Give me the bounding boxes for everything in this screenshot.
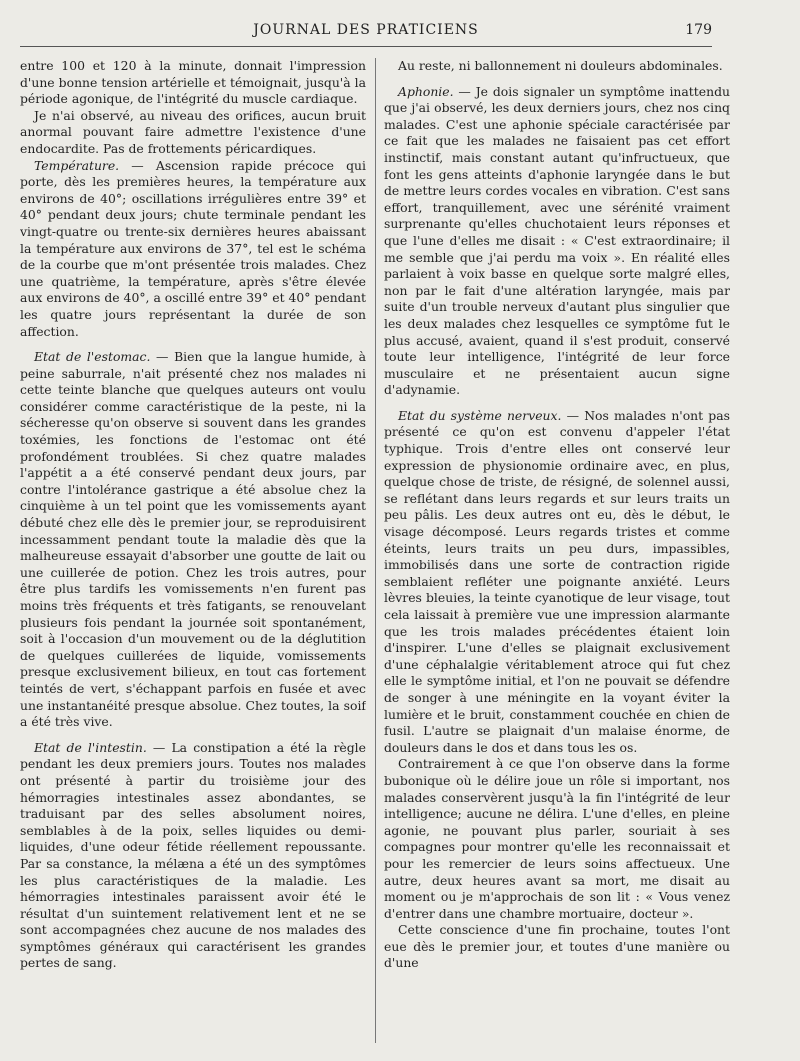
paragraph-text: Au reste, ni ballonnement ni douleurs abdominales. [398, 58, 723, 73]
paragraph [20, 740, 366, 972]
paragraph [20, 158, 366, 341]
paragraph-text: Ascension rapide précoce qui porte, dès les premières heures, la température aux environs de 40°; oscillations irrégulières entre 39° et 40° pendant deux jours; chute terminale pendant les vingt-quatre ou trente-six dernières heures abaissant la température aux environs de 37°, tel est le schéma de la courbe que m'ont présentée trois malades. Chez une quatrième, la température, après s'être élevée aux environs de 40°, a oscillé entre 39° et 40° pendant les quatre jours représentant la durée de son affection. [20, 157, 366, 339]
section-heading-stomach: Etat de l'estomac. — [34, 349, 175, 365]
journal-title: JOURNAL DES PRATICIENS [253, 22, 479, 38]
paragraph [20, 349, 366, 731]
paragraph-text: Contrairement à ce que l'on observe dans la forme bubonique où le délire joue un rôle si important, nos malades conservèrent jusqu'à la fin l'intégrité de leur intelligence; aucune ne délira. L'une d'elles, en pleine agonie, ne pouvant plus parler, souriait à ses compagnes pour montrer qu'elle les reconnaissait et pour les remercier de leurs soins affectueux. Une autre, deux heures avant sa mort, me disait au moment ou je m'approchais de son lit : « Vous venez d'entrer dans une chambre mortuaire, docteur ». [384, 756, 730, 921]
paragraph [20, 58, 366, 108]
left-column [20, 58, 366, 1048]
paragraph-text: Je dois signaler un symptôme inattendu que j'ai observé, les deux derniers jours, chez nos cinq malades. C'est une aphonie spéciale caractérisée par ce fait que les malades ne faisaient pas cet effort instinctif, mais constant autant qu'infructueux, que font les gens atteints d'aphonie laryngée dans le but de mettre leurs cordes vocales en vibration. C'est sans effort, tranquillement, avec une sérénité vraiment surprenante qu'elles chuchotaient leurs réponses et que l'une d'elles me disait : « C'est extraordinaire; il me semble que j'ai perdu ma voix ». En réalité elles parlaient à voix basse en quelque sorte malgré elles, non par le fait d'une altération laryngée, mais par suite d'un trouble nerveux d'autant plus singulier que les deux malades chez lesquelles ce symptôme fut le plus accusé, avaient, quand il s'est produit, conservé toute leur intelligence, l'intégrité de leur force musculaire et ne présentaient aucun signe d'adynamie. [384, 83, 730, 398]
paragraph [384, 84, 730, 399]
section-heading-temperature: Température. — [34, 157, 156, 173]
paragraph [384, 922, 730, 972]
section-heading-aphonia: Aphonie. — [398, 83, 476, 99]
column-divider [375, 58, 376, 1043]
right-column [384, 58, 730, 1048]
paragraph [20, 108, 366, 158]
header-rule [20, 46, 712, 47]
paragraph-text: Je n'ai observé, au niveau des orifices, aucun bruit anormal pouvant faire admettre l'existence d'une endocardite. Pas de frottements péricardiques. [20, 107, 366, 156]
running-header [20, 20, 712, 44]
page-number: 179 [685, 22, 712, 38]
paragraph-text: Cette conscience d'une fin prochaine, toutes l'ont eue dès le premier jour, et toutes d'une manière ou d'une [384, 922, 730, 971]
section-heading-intestine: Etat de l'intestin. — [34, 739, 172, 755]
paragraph-text: entre 100 et 120 à la minute, donnait l'impression d'une bonne tension artérielle et témoignait, jusqu'à la période agonique, de l'intégrité du muscle cardiaque. [20, 58, 366, 107]
paragraph [384, 408, 730, 756]
paragraph [384, 58, 730, 75]
paragraph-text: Bien que la langue humide, à peine saburrale, n'ait présenté chez nos malades ni cette teinte blanche que quelques auteurs ont voulu considérer comme caractéristique de la peste, ni la sécheresse qu'on observe si souvent dans les grandes toxémies, les fonctions de l'estomac ont été profondément troublées. Si chez quatre malades l'appétit a a été conservé pendant deux jours, par contre l'intolérance gastrique a été absolue chez la cinquième à un tel point que les vomissements ayant débuté chez elle dès le premier jour, se reproduisirent incessamment pendant toute la maladie dès que la malheureuse essayait d'absorber une goutte de lait ou une cuillerée de potion. Chez les trois autres, pour être plus tardifs les vomissements n'en furent pas moins très fréquents et très fatigants, se renouvelant plusieurs fois pendant la journée soit spontanément, soit à l'occasion d'un mouvement ou de la déglutition de quelques cuillerées de liquide, vomissements presque exclusivement bilieux, en tout cas fortement teintés de vert, s'échappant parfois en fusée et avec une instantanéité presque absolue. Chez toutes, la soif a été très vive. [20, 349, 366, 730]
paragraph-text: Nos malades n'ont pas présenté ce qu'on est convenu d'appeler l'état typhique. Trois d'entre elles ont conservé leur expression de physionomie ordinaire avec, en plus, quelque chose de triste, de résigné, de solennel aussi, se reflétant dans leurs regards et sur leurs traits un peu pâlis. Les deux autres ont eu, dès le début, le visage décomposé. Leurs regards tristes et comme éteints, leurs traits un peu durs, impassibles, immobilisés dans une sorte de contraction rigide semblaient refléter une poignante anxiété. Leurs lèvres bleuies, la teinte cyanotique de leur visage, tout cela laissait à première vue une impression alarmante que les trois malades précédentes étaient loin d'inspirer. L'une d'elles se plaignait exclusivement d'une céphalalgie véritablement atroce qui fut chez elle le symptôme initial, et l'on ne pouvait se défendre de songer à une méningite en la voyant éviter la lumière et le bruit, constamment couchée en chien de fusil. L'autre se plaignait d'un malaise énorme, de douleurs dans le dos et dans tous les os. [384, 407, 730, 755]
section-heading-nervous-system: Etat du système nerveux. — [398, 407, 585, 423]
paragraph [384, 756, 730, 922]
paragraph-text: La constipation a été la règle pendant les deux premiers jours. Toutes nos malades ont présenté à partir du troisième jour des hémorragies intestinales assez abondantes, se traduisant par des selles absolument noires, semblables à de la poix, selles liquides ou demi-liquides, d'une odeur fétide réellement repoussante. Par sa constance, la mélæna a été un des symptômes les plus caractéristiques de la maladie. Les hémorragies intestinales paraissent avoir été le résultat d'un suintement relativement lent et ne se sont accompagnées chez aucune de nos malades des symptômes généraux qui caractérisent les grandes pertes de sang. [20, 739, 366, 971]
